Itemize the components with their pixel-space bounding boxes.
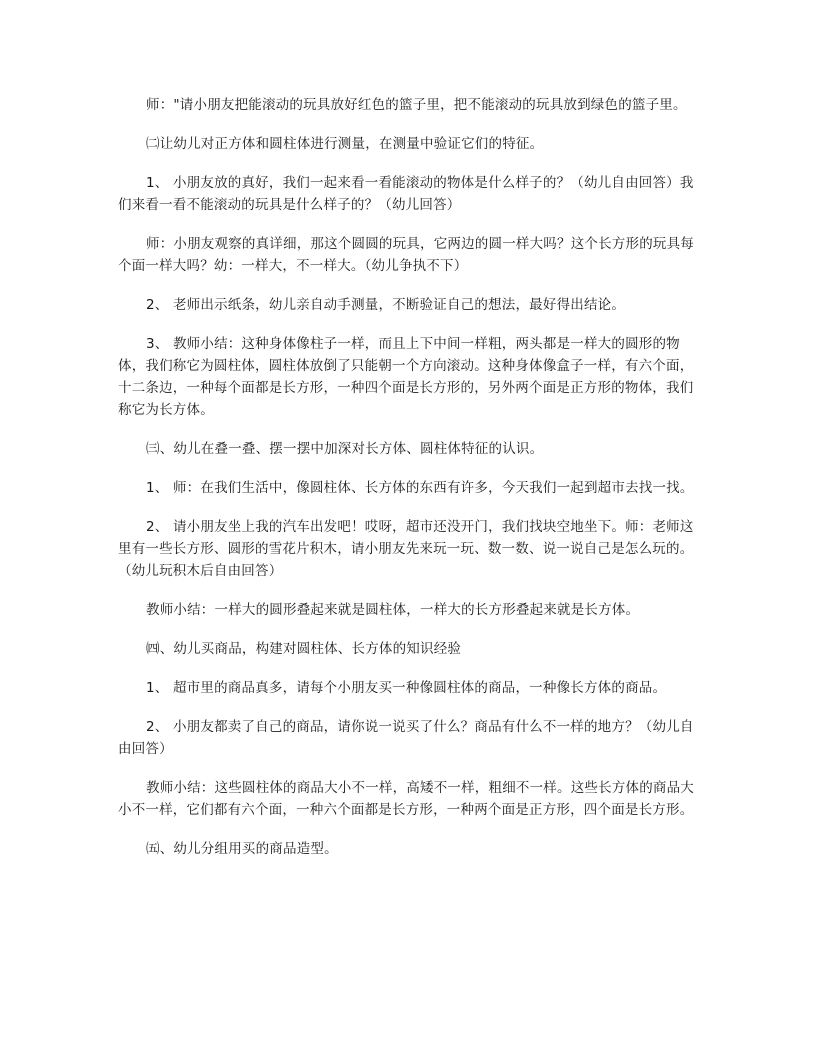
section-heading: ㈡让幼儿对正方体和圆柱体进行测量，在测量中验证它们的特征。 [146, 136, 544, 152]
paragraph: 1、 超市里的商品真多，请每个小朋友买一种像圆柱体的商品，一种像长方体的商品。 [146, 680, 667, 696]
paragraph: 1、 师：在我们生活中，像圆柱体、长方体的东西有许多，今天我们一起到超市去找一找。 [146, 480, 694, 496]
paragraph: 师："请小朋友把能滚动的玩具放好红色的篮子里，把不能滚动的玩具放到绿色的篮子里。 [146, 97, 687, 113]
paragraph: 1、 小朋友放的真好，我们一起来看一看能滚动的物体是什么样子的？（幼儿自由回答）我们来看一看不能滚动的玩具是什么样子的？（幼儿回答） [118, 175, 694, 213]
paragraph: 2、 老师出示纸条，幼儿亲自动手测量，不断验证自己的想法，最好得出结论。 [146, 297, 626, 313]
paragraph: 教师小结：这些圆柱体的商品大小不一样，高矮不一样，粗细不一样。这些长方体的商品大小不一样，它们都有六个面，一种六个面都是长方形，一种两个面是正方形，四个面是长方形。 [118, 780, 694, 818]
paragraph: 2、 小朋友都卖了自己的商品，请你说一说买了什么？商品有什么不一样的地方？（幼儿自由回答） [118, 719, 694, 757]
section-heading: ㈤、幼儿分组用买的商品造型。 [146, 841, 338, 857]
document-body [118, 94, 702, 877]
paragraph: 2、 请小朋友坐上我的汽车出发吧！哎呀，超市还没开门，我们找块空地坐下。师：老师这里有一些长方形、圆形的雪花片积木，请小朋友先来玩一玩、数一数、说一说自己是怎么玩的。（幼儿玩积木后自由回答） [118, 519, 694, 579]
section-heading: ㈣、幼儿买商品，构建对圆柱体、长方体的知识经验 [146, 641, 462, 657]
paragraph: 师：小朋友观察的真详细，那这个圆圆的玩具，它两边的圆一样大吗？这个长方形的玩具每个面一样大吗？幼：一样大，不一样大。（幼儿争执不下） [118, 236, 694, 274]
section-heading: ㈢、幼儿在叠一叠、摆一摆中加深对长方体、圆柱体特征的认识。 [146, 441, 544, 457]
paragraph: 3、 教师小结：这种身体像柱子一样，而且上下中间一样粗，两头都是一样大的圆形的物体，我们称它为圆柱体，圆柱体放倒了只能朝一个方向滚动。这种身体像盒子一样，有六个面，十二条边，一种每个面都是长方形，一种四个面是长方形的，另外两个面是正方形的物体，我们称它为长方体。 [118, 336, 694, 418]
paragraph: 教师小结：一样大的圆形叠起来就是圆柱体，一样大的长方形叠起来就是长方体。 [146, 602, 640, 618]
